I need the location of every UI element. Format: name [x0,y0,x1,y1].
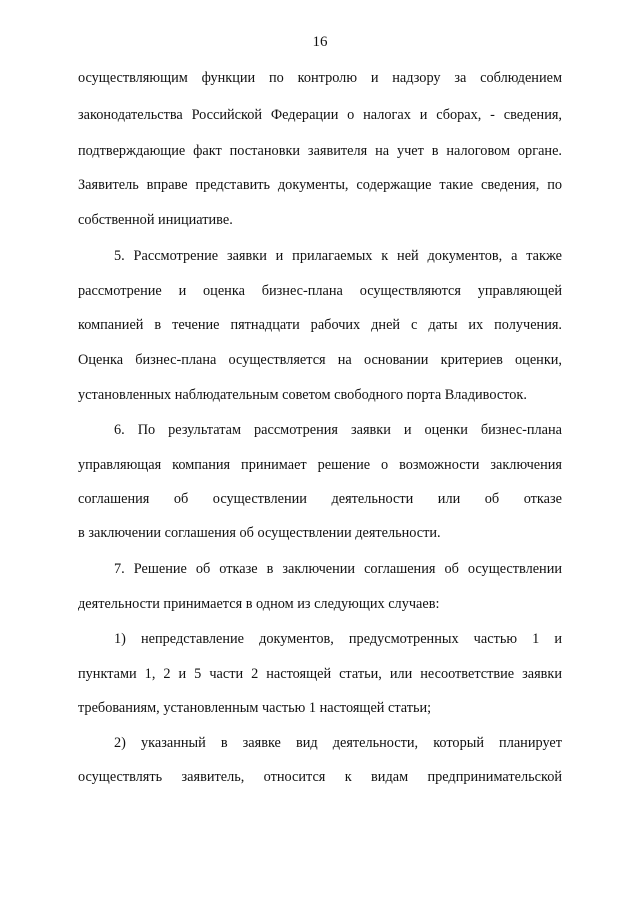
text-line: в заключении соглашения об осуществлении деятельности. [78,525,441,541]
text-line: рассмотрение и оценка бизнес-плана осуществляются управляющей [78,283,562,299]
text-line: пунктами 1, 2 и 5 части 2 настоящей статьи, или несоответствие заявки [78,666,562,682]
text-line: 6. По результатам рассмотрения заявки и оценки бизнес-плана [114,422,562,438]
text-line: осуществляющим функции по контролю и надзору за соблюдением [78,70,562,86]
text-line: 1) непредставление документов, предусмотренных частью 1 и [114,631,562,647]
text-line: управляющая компания принимает решение о возможности заключения [78,457,562,473]
text-line: 5. Рассмотрение заявки и прилагаемых к ней документов, а также [114,248,562,264]
text-line: требованиям, установленным частью 1 настоящей статьи; [78,700,432,716]
text-line: законодательства Российской Федерации о налогах и сборах, - сведения, [78,107,562,123]
text-line: 2) указанный в заявке вид деятельности, который планирует [114,735,562,751]
text-line: 7. Решение об отказе в заключении соглашения об осуществлении [114,561,562,577]
text-line: Оценка бизнес-плана осуществляется на основании критериев оценки, [78,352,562,368]
text-line: деятельности принимается в одном из следующих случаев: [78,596,440,612]
text-line: собственной инициативе. [78,212,233,228]
text-line: соглашения об осуществлении деятельности или об отказе [78,491,562,507]
text-line: установленных наблюдательным советом свободного порта Владивосток. [78,387,527,403]
text-line: подтверждающие факт постановки заявителя на учет в налоговом органе. [78,143,562,159]
text-line: Заявитель вправе представить документы, содержащие такие сведения, по [78,177,562,193]
text-line: компанией в течение пятнадцати рабочих дней с даты их получения. [78,317,562,333]
text-line: осуществлять заявитель, относится к видам предпринимательской [78,769,562,785]
page-number: 16 [312,34,328,50]
